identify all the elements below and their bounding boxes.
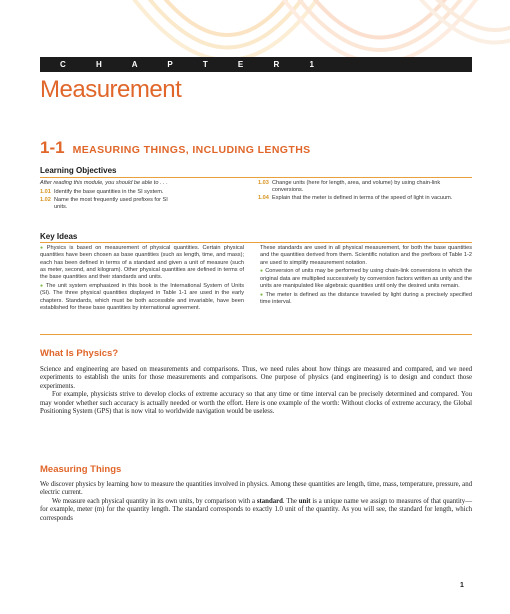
paragraph: Science and engineering are based on measurements and comparisons. Thus, we need rules about how things are measured and compared, and we need experiments to establish the units for those measurements and comparisons. One purpose of physics (and engineering) is to design and conduct those experiments. [40, 366, 472, 390]
paragraph [40, 498, 472, 523]
key-ideas-right-column [260, 245, 472, 308]
key-idea-text: The unit system emphasized in this book is the International System of Units (SI). The three physical quantities displayed in Table 1-1 are used in the early chapters. Standards, which must be both accessible and invariable, have been established for these base quantities by international agreement. [40, 282, 244, 311]
key-idea-text: Physics is based on measurement of physical quantities. Certain physical quantities have been chosen as base quantities (such as length, time, and mass); each has been defined in terms of a standard and given a unit of measure (such as meter, second, and kilogram). Other physical quantities are defined in terms of the base quantities and their standards and units. [40, 245, 244, 281]
objective-item [258, 180, 472, 194]
objective-text: Identify the base quantities in the SI system. [54, 188, 164, 195]
what-is-physics-body [40, 366, 472, 416]
text-run: is a unique name we assign to measures of that quantity—for example, meter (m) for the quantity length. The standard corresponds to exactly 1.0 unit of the quantity. As you will see, the standard for length, which corresponds [40, 497, 472, 522]
objective-text: Explain that the meter is defined in terms of the speed of light in vacuum. [272, 195, 453, 202]
key-ideas-bottom-rule [40, 334, 472, 335]
objective-number: 1.02 [40, 196, 51, 203]
chapter-title: Measurement [40, 76, 182, 103]
bullet-icon: ● [40, 245, 45, 251]
objectives-intro: After reading this module, you should be able to . . . [40, 180, 168, 186]
chapter-label: C H A P T E R 1 [60, 60, 328, 69]
key-idea-text: The meter is defined as the distance traveled by light during a precisely specified time interval. [260, 291, 472, 306]
term-unit: unit [298, 497, 311, 505]
section-heading [40, 138, 311, 158]
text-run: . The [282, 497, 299, 505]
objective-item [40, 189, 245, 196]
objective-text: Name the most frequently used prefixes for SI units. [54, 196, 168, 211]
key-idea-item [260, 268, 472, 290]
learning-objectives-heading: Learning Objectives [40, 166, 117, 175]
page-number: 1 [460, 582, 464, 589]
objectives-rule [40, 177, 472, 178]
objectives-right-column [258, 180, 472, 204]
measuring-things-heading: Measuring Things [40, 464, 122, 475]
key-idea-text: Conversion of units may be performed by using chain-link conversions in which the original data are multiplied successively by conversion factors written as unity and the units are manipulated like algebraic quantities until only the desired units remain. [260, 268, 472, 289]
objective-item [40, 197, 245, 211]
objective-number: 1.03 [258, 180, 269, 186]
key-ideas-left-column [40, 245, 244, 314]
bullet-icon: ● [260, 268, 264, 275]
bullet-icon: ● [260, 291, 264, 298]
measuring-things-body [40, 481, 472, 523]
paragraph: We discover physics by learning how to measure the quantities involved in physics. Among these quantities are length, time, mass, temperature, pressure, and electric current. [40, 481, 472, 497]
key-ideas-rule [40, 242, 472, 243]
key-idea-continuation: These standards are used in all physical measurement, for both the base quantities and the quantities derived from them. Scientific notation and the prefixes of Table 1-2 are used to simplify measurement notation. [260, 245, 472, 266]
what-is-physics-heading: What Is Physics? [40, 348, 119, 359]
objective-number: 1.01 [40, 188, 51, 195]
key-idea-item [260, 292, 472, 307]
chapter-banner [40, 57, 472, 72]
key-idea-item [40, 283, 244, 312]
section-title: MEASURING THINGS, INCLUDING LENGTHS [72, 144, 311, 156]
key-idea-item [40, 245, 244, 281]
objectives-left-column [40, 180, 245, 212]
objective-text: Change units (here for length, area, and volume) by using chain-link conversions. [272, 180, 441, 194]
objective-number: 1.04 [258, 195, 269, 202]
objective-item [258, 195, 472, 202]
text-run: We measure each physical quantity in its own units, by comparison with a [52, 497, 257, 505]
paragraph: For example, physicists strive to develop clocks of extreme accuracy so that any time or time interval can be precisely determined and compared. You may wonder whether such accuracy is actually needed or worth the effort. Here is one example of the worth: Without clocks of extreme accuracy, the Global Positioning System (GPS) that is now vital to worldwide navigation would be useless. [40, 391, 472, 416]
term-standard: standard [256, 497, 283, 505]
key-ideas-heading: Key Ideas [40, 232, 78, 241]
bullet-icon: ● [40, 282, 44, 289]
section-number: 1-1 [40, 138, 65, 157]
